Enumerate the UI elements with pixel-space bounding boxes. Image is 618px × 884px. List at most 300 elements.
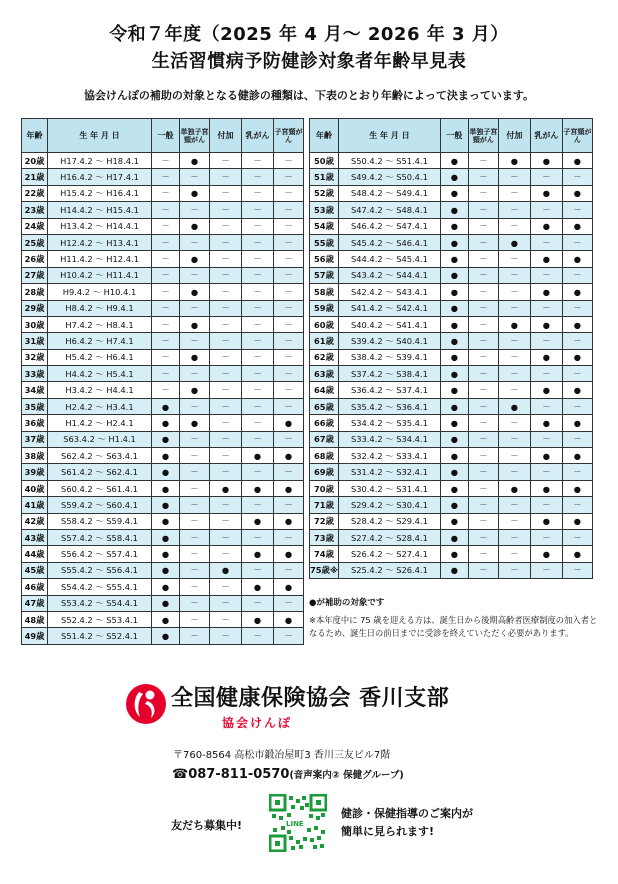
eligibility-cell: － bbox=[562, 267, 592, 283]
eligibility-cell: － bbox=[152, 284, 180, 300]
eligibility-cell: － bbox=[242, 169, 274, 185]
table-row bbox=[22, 300, 304, 316]
birthdate-cell: H8.4.2 ～ H9.4.1 bbox=[48, 300, 152, 316]
eligibility-cell: － bbox=[152, 267, 180, 283]
birthdate-cell: S28.4.2 ～ S29.4.1 bbox=[338, 513, 440, 529]
eligibility-cell: － bbox=[210, 251, 242, 267]
eligibility-cell: ● bbox=[530, 284, 562, 300]
table-row bbox=[22, 611, 304, 627]
age-cell: 60歳 bbox=[310, 316, 339, 332]
age-cell: 33歳 bbox=[22, 366, 48, 382]
eligibility-cell: － bbox=[468, 300, 498, 316]
age-cell: 68歳 bbox=[310, 448, 339, 464]
eligibility-cell: － bbox=[498, 251, 530, 267]
eligibility-cell: ● bbox=[562, 415, 592, 431]
eligibility-cell: － bbox=[468, 333, 498, 349]
eligibility-cell: ● bbox=[440, 513, 468, 529]
eligibility-cell: ● bbox=[498, 480, 530, 496]
birthdate-cell: S26.4.2 ～ S27.4.1 bbox=[338, 546, 440, 562]
page-title: 令和７年度（2025 年 4 月～ 2026 年 3 月） bbox=[109, 24, 509, 45]
eligibility-cell: － bbox=[210, 529, 242, 545]
table-row bbox=[310, 448, 593, 464]
eligibility-cell: － bbox=[274, 366, 304, 382]
eligibility-cell: ● bbox=[440, 529, 468, 545]
eligibility-cell: ● bbox=[440, 169, 468, 185]
eligibility-cell: － bbox=[152, 234, 180, 250]
age-cell: 51歳 bbox=[310, 169, 339, 185]
eligibility-cell: ● bbox=[242, 611, 274, 627]
eligibility-cell: － bbox=[468, 382, 498, 398]
column-header: 一般 bbox=[152, 119, 180, 153]
eligibility-cell: ● bbox=[274, 415, 304, 431]
eligibility-cell: ● bbox=[152, 415, 180, 431]
org-name: 全国健康保険協会 香川支部 bbox=[171, 686, 450, 711]
eligibility-cell: － bbox=[210, 448, 242, 464]
birthdate-cell: S42.4.2 ～ S43.4.1 bbox=[338, 284, 440, 300]
eligibility-cell: ● bbox=[562, 513, 592, 529]
eligibility-cell: － bbox=[468, 349, 498, 365]
birthdate-cell: H12.4.2 ～ H13.4.1 bbox=[48, 234, 152, 250]
table-row bbox=[310, 284, 593, 300]
eligibility-cell: ● bbox=[530, 546, 562, 562]
eligibility-cell: － bbox=[242, 497, 274, 513]
birthdate-cell: H14.4.2 ～ H15.4.1 bbox=[48, 202, 152, 218]
eligibility-cell: ● bbox=[180, 316, 210, 332]
birthdate-cell: S44.4.2 ～ S45.4.1 bbox=[338, 251, 440, 267]
eligibility-cell: － bbox=[498, 333, 530, 349]
age-cell: 53歳 bbox=[310, 202, 339, 218]
eligibility-cell: － bbox=[530, 464, 562, 480]
eligibility-cell: － bbox=[468, 316, 498, 332]
column-header: 乳がん bbox=[530, 119, 562, 153]
age-cell: 25歳 bbox=[22, 234, 48, 250]
eligibility-cell: － bbox=[562, 234, 592, 250]
birthdate-cell: H1.4.2 ～ H2.4.1 bbox=[48, 415, 152, 431]
eligibility-cell: － bbox=[152, 300, 180, 316]
guide-text bbox=[341, 805, 473, 841]
eligibility-cell: ● bbox=[152, 448, 180, 464]
birthdate-cell: S54.4.2 ～ S55.4.1 bbox=[48, 579, 152, 595]
org-address: 〒760-8564 高松市鍛冶屋町3 香川三友ビル7階 bbox=[173, 750, 391, 761]
eligibility-cell: ● bbox=[152, 562, 180, 578]
table-row bbox=[22, 431, 304, 447]
age-cell: 35歳 bbox=[22, 398, 48, 414]
eligibility-cell: ● bbox=[440, 202, 468, 218]
birthdate-cell: S56.4.2 ～ S57.4.1 bbox=[48, 546, 152, 562]
eligibility-cell: ● bbox=[180, 251, 210, 267]
eligibility-cell: － bbox=[562, 562, 592, 578]
table-row bbox=[310, 333, 593, 349]
column-header: 単独子宮頸がん bbox=[468, 119, 498, 153]
eligibility-cell: ● bbox=[440, 464, 468, 480]
age-cell: 54歳 bbox=[310, 218, 339, 234]
eligibility-cell: － bbox=[562, 431, 592, 447]
age-cell: 39歳 bbox=[22, 464, 48, 480]
eligibility-cell: ● bbox=[152, 431, 180, 447]
eligibility-cell: － bbox=[242, 366, 274, 382]
eligibility-cell: ● bbox=[530, 218, 562, 234]
eligibility-cell: ● bbox=[152, 628, 180, 644]
eligibility-cell: － bbox=[242, 333, 274, 349]
age-cell: 71歳 bbox=[310, 497, 339, 513]
eligibility-cell: ● bbox=[180, 185, 210, 201]
eligibility-cell: － bbox=[530, 300, 562, 316]
table-row bbox=[22, 464, 304, 480]
table-row bbox=[22, 415, 304, 431]
table-row bbox=[310, 153, 593, 169]
age-cell: 43歳 bbox=[22, 529, 48, 545]
eligibility-cell: ● bbox=[242, 546, 274, 562]
eligibility-cell: － bbox=[180, 234, 210, 250]
eligibility-cell: － bbox=[242, 218, 274, 234]
eligibility-cell: － bbox=[242, 628, 274, 644]
eligibility-cell: － bbox=[180, 448, 210, 464]
eligibility-cell: － bbox=[242, 267, 274, 283]
age-cell: 65歳 bbox=[310, 398, 339, 414]
eligibility-cell: ● bbox=[440, 300, 468, 316]
eligibility-cell: － bbox=[180, 628, 210, 644]
eligibility-cell: － bbox=[274, 169, 304, 185]
table-row bbox=[310, 382, 593, 398]
kyokai-logo-icon bbox=[125, 683, 167, 725]
eligibility-cell: － bbox=[274, 234, 304, 250]
birthdate-cell: S61.4.2 ～ S62.4.1 bbox=[48, 464, 152, 480]
eligibility-cell: － bbox=[562, 366, 592, 382]
age-cell: 50歳 bbox=[310, 153, 339, 169]
birthdate-cell: S25.4.2 ～ S26.4.1 bbox=[338, 562, 440, 578]
page-subtitle: 生活習慣病予防健診対象者年齢早見表 bbox=[151, 51, 467, 72]
eligibility-cell: － bbox=[180, 546, 210, 562]
eligibility-cell: － bbox=[210, 169, 242, 185]
eligibility-cell: － bbox=[530, 333, 562, 349]
eligibility-cell: ● bbox=[274, 480, 304, 496]
table-header-row bbox=[22, 119, 304, 153]
eligibility-cell: ● bbox=[498, 234, 530, 250]
column-header: 年齢 bbox=[310, 119, 339, 153]
eligibility-cell: － bbox=[210, 333, 242, 349]
age-cell: 48歳 bbox=[22, 611, 48, 627]
eligibility-cell: ● bbox=[180, 218, 210, 234]
eligibility-cell: ● bbox=[180, 382, 210, 398]
age-cell: 30歳 bbox=[22, 316, 48, 332]
age-cell: 66歳 bbox=[310, 415, 339, 431]
birthdate-cell: S45.4.2 ～ S46.4.1 bbox=[338, 234, 440, 250]
birthdate-cell: H5.4.2 ～ H6.4.1 bbox=[48, 349, 152, 365]
age-cell: 62歳 bbox=[310, 349, 339, 365]
table-row bbox=[310, 431, 593, 447]
eligibility-cell: － bbox=[210, 300, 242, 316]
eligibility-cell: － bbox=[210, 415, 242, 431]
eligibility-cell: － bbox=[498, 382, 530, 398]
table-row bbox=[22, 185, 304, 201]
age-cell: 40歳 bbox=[22, 480, 48, 496]
eligibility-cell: ● bbox=[152, 529, 180, 545]
birthdate-cell: H9.4.2 ～ H10.4.1 bbox=[48, 284, 152, 300]
phone-note: (音声案内② 保健グループ) bbox=[289, 770, 404, 781]
eligibility-cell: ● bbox=[440, 398, 468, 414]
age-cell: 47歳 bbox=[22, 595, 48, 611]
eligibility-cell: － bbox=[210, 398, 242, 414]
eligibility-cell: － bbox=[562, 529, 592, 545]
age-cell: 32歳 bbox=[22, 349, 48, 365]
age-cell: 38歳 bbox=[22, 448, 48, 464]
birthdate-cell: S52.4.2 ～ S53.4.1 bbox=[48, 611, 152, 627]
eligibility-cell: ● bbox=[242, 480, 274, 496]
eligibility-cell: － bbox=[468, 251, 498, 267]
table-row bbox=[22, 366, 304, 382]
table-row bbox=[310, 234, 593, 250]
birthdate-cell: H7.4.2 ～ H8.4.1 bbox=[48, 316, 152, 332]
eligibility-cell: － bbox=[274, 316, 304, 332]
eligibility-cell: ● bbox=[152, 497, 180, 513]
eligibility-cell: － bbox=[242, 153, 274, 169]
eligibility-cell: ● bbox=[152, 595, 180, 611]
eligibility-cell: ● bbox=[440, 546, 468, 562]
table-row bbox=[310, 529, 593, 545]
table-row bbox=[22, 153, 304, 169]
eligibility-cell: － bbox=[274, 529, 304, 545]
age-cell: 29歳 bbox=[22, 300, 48, 316]
eligibility-cell: － bbox=[152, 153, 180, 169]
eligibility-cell: － bbox=[562, 300, 592, 316]
eligibility-cell: － bbox=[498, 202, 530, 218]
age-cell: 56歳 bbox=[310, 251, 339, 267]
age-cell: 46歳 bbox=[22, 579, 48, 595]
age-cell: 42歳 bbox=[22, 513, 48, 529]
eligibility-cell: － bbox=[152, 366, 180, 382]
table-row bbox=[22, 316, 304, 332]
table-row bbox=[310, 480, 593, 496]
eligibility-cell: － bbox=[210, 382, 242, 398]
birthdate-cell: S50.4.2 ～ S51.4.1 bbox=[338, 153, 440, 169]
eligibility-cell: － bbox=[498, 284, 530, 300]
eligibility-cell: － bbox=[530, 497, 562, 513]
eligibility-cell: － bbox=[498, 497, 530, 513]
eligibility-cell: － bbox=[274, 300, 304, 316]
birthdate-cell: H16.4.2 ～ H17.4.1 bbox=[48, 169, 152, 185]
eligibility-cell: － bbox=[498, 513, 530, 529]
eligibility-cell: ● bbox=[440, 562, 468, 578]
column-header: 単独子宮頸がん bbox=[180, 119, 210, 153]
column-header: 付加 bbox=[498, 119, 530, 153]
org-phone bbox=[172, 767, 404, 782]
age-cell: 27歳 bbox=[22, 267, 48, 283]
eligibility-cell: ● bbox=[210, 562, 242, 578]
eligibility-cell: － bbox=[152, 185, 180, 201]
table-row bbox=[310, 202, 593, 218]
eligibility-cell: － bbox=[530, 366, 562, 382]
eligibility-cell: － bbox=[152, 202, 180, 218]
column-header: 生 年 月 日 bbox=[48, 119, 152, 153]
eligibility-cell: － bbox=[468, 431, 498, 447]
eligibility-cell: － bbox=[498, 448, 530, 464]
eligibility-cell: － bbox=[242, 185, 274, 201]
eligibility-cell: ● bbox=[440, 234, 468, 250]
age-cell: 61歳 bbox=[310, 333, 339, 349]
birthdate-cell: S37.4.2 ～ S38.4.1 bbox=[338, 366, 440, 382]
eligibility-cell: － bbox=[274, 382, 304, 398]
eligibility-cell: － bbox=[242, 398, 274, 414]
friend-recruit-text: 友だち募集中! bbox=[171, 819, 243, 832]
birthdate-cell: H10.4.2 ～ H11.4.1 bbox=[48, 267, 152, 283]
eligibility-cell: － bbox=[498, 415, 530, 431]
eligibility-cell: ● bbox=[440, 448, 468, 464]
column-header: 子宮頸がん bbox=[274, 119, 304, 153]
eligibility-cell: － bbox=[274, 218, 304, 234]
eligibility-cell: － bbox=[180, 562, 210, 578]
eligibility-cell: － bbox=[498, 529, 530, 545]
age-cell: 45歳 bbox=[22, 562, 48, 578]
age-table-right bbox=[309, 118, 593, 579]
eligibility-cell: ● bbox=[210, 480, 242, 496]
eligibility-cell: － bbox=[242, 562, 274, 578]
eligibility-cell: － bbox=[180, 169, 210, 185]
eligibility-cell: － bbox=[498, 546, 530, 562]
eligibility-cell: ● bbox=[530, 382, 562, 398]
eligibility-cell: － bbox=[180, 464, 210, 480]
birthdate-cell: S33.4.2 ～ S34.4.1 bbox=[338, 431, 440, 447]
eligibility-cell: ● bbox=[530, 448, 562, 464]
age-cell: 58歳 bbox=[310, 284, 339, 300]
eligibility-cell: － bbox=[498, 349, 530, 365]
eligibility-cell: － bbox=[274, 284, 304, 300]
eligibility-cell: － bbox=[152, 251, 180, 267]
birthdate-cell: S46.4.2 ～ S47.4.1 bbox=[338, 218, 440, 234]
eligibility-cell: － bbox=[468, 202, 498, 218]
eligibility-cell: ● bbox=[530, 349, 562, 365]
table-row bbox=[310, 300, 593, 316]
birthdate-cell: S47.4.2 ～ S48.4.1 bbox=[338, 202, 440, 218]
eligibility-cell: － bbox=[242, 316, 274, 332]
eligibility-cell: － bbox=[210, 185, 242, 201]
age-cell: 49歳 bbox=[22, 628, 48, 644]
eligibility-cell: ● bbox=[152, 579, 180, 595]
eligibility-cell: ● bbox=[152, 546, 180, 562]
table-row bbox=[310, 513, 593, 529]
eligibility-cell: ● bbox=[440, 251, 468, 267]
eligibility-cell: ● bbox=[498, 153, 530, 169]
eligibility-cell: － bbox=[210, 202, 242, 218]
eligibility-cell: ● bbox=[274, 546, 304, 562]
eligibility-cell: ● bbox=[440, 185, 468, 201]
birthdate-cell: H4.4.2 ～ H5.4.1 bbox=[48, 366, 152, 382]
eligibility-cell: － bbox=[530, 234, 562, 250]
birthdate-cell: S49.4.2 ～ S50.4.1 bbox=[338, 169, 440, 185]
age-cell: 37歳 bbox=[22, 431, 48, 447]
table-row bbox=[22, 234, 304, 250]
birthdate-cell: S38.4.2 ～ S39.4.1 bbox=[338, 349, 440, 365]
eligibility-cell: － bbox=[274, 562, 304, 578]
eligibility-cell: ● bbox=[180, 284, 210, 300]
eligibility-cell: － bbox=[180, 497, 210, 513]
eligibility-cell: － bbox=[210, 234, 242, 250]
age-cell: 57歳 bbox=[310, 267, 339, 283]
eligibility-cell: ● bbox=[440, 480, 468, 496]
birthdate-cell: S60.4.2 ～ S61.4.1 bbox=[48, 480, 152, 496]
eligibility-cell: － bbox=[498, 169, 530, 185]
table-row bbox=[22, 333, 304, 349]
eligibility-cell: － bbox=[498, 431, 530, 447]
eligibility-cell: － bbox=[530, 562, 562, 578]
table-row bbox=[22, 251, 304, 267]
eligibility-cell: ● bbox=[152, 464, 180, 480]
eligibility-cell: － bbox=[274, 398, 304, 414]
eligibility-cell: － bbox=[468, 267, 498, 283]
eligibility-cell: － bbox=[242, 529, 274, 545]
eligibility-cell: － bbox=[468, 546, 498, 562]
guide-line-2: 簡単に見られます! bbox=[341, 825, 435, 838]
eligibility-cell: － bbox=[242, 300, 274, 316]
eligibility-cell: ● bbox=[562, 153, 592, 169]
table-row bbox=[310, 366, 593, 382]
age-cell: 73歳 bbox=[310, 529, 339, 545]
table-row bbox=[310, 349, 593, 365]
eligibility-cell: ● bbox=[530, 316, 562, 332]
eligibility-cell: － bbox=[498, 464, 530, 480]
eligibility-cell: ● bbox=[562, 448, 592, 464]
eligibility-cell: ● bbox=[274, 611, 304, 627]
eligibility-cell: － bbox=[180, 579, 210, 595]
eligibility-cell: ● bbox=[242, 579, 274, 595]
table-row bbox=[22, 398, 304, 414]
eligibility-cell: － bbox=[468, 153, 498, 169]
eligibility-cell: － bbox=[180, 513, 210, 529]
eligibility-cell: ● bbox=[152, 398, 180, 414]
age-cell: 26歳 bbox=[22, 251, 48, 267]
age-cell: 31歳 bbox=[22, 333, 48, 349]
eligibility-cell: － bbox=[242, 382, 274, 398]
eligibility-cell: － bbox=[468, 398, 498, 414]
eligibility-cell: ● bbox=[562, 480, 592, 496]
age-table-left bbox=[21, 118, 304, 645]
eligibility-cell: － bbox=[468, 448, 498, 464]
age-cell: 41歳 bbox=[22, 497, 48, 513]
org-subname: 協会けんぽ bbox=[222, 716, 293, 730]
table-row bbox=[22, 497, 304, 513]
table-row bbox=[22, 382, 304, 398]
eligibility-cell: － bbox=[242, 349, 274, 365]
age-cell: 59歳 bbox=[310, 300, 339, 316]
eligibility-cell: － bbox=[180, 366, 210, 382]
eligibility-cell: － bbox=[180, 611, 210, 627]
table-row bbox=[310, 251, 593, 267]
birthdate-cell: S41.4.2 ～ S42.4.1 bbox=[338, 300, 440, 316]
eligibility-cell: － bbox=[180, 595, 210, 611]
eligibility-cell: － bbox=[498, 366, 530, 382]
eligibility-cell: － bbox=[180, 202, 210, 218]
eligibility-cell: － bbox=[498, 300, 530, 316]
eligibility-cell: ● bbox=[498, 316, 530, 332]
eligibility-cell: － bbox=[274, 267, 304, 283]
eligibility-cell: － bbox=[210, 267, 242, 283]
eligibility-cell: － bbox=[530, 431, 562, 447]
eligibility-cell: － bbox=[152, 333, 180, 349]
eligibility-cell: － bbox=[468, 218, 498, 234]
age-cell: 36歳 bbox=[22, 415, 48, 431]
age-cell: 20歳 bbox=[22, 153, 48, 169]
age-cell: 55歳 bbox=[310, 234, 339, 250]
table-row bbox=[310, 398, 593, 414]
eligibility-cell: ● bbox=[152, 513, 180, 529]
table-row bbox=[22, 169, 304, 185]
age-cell: 24歳 bbox=[22, 218, 48, 234]
eligibility-cell: ● bbox=[440, 349, 468, 365]
age-cell: 72歳 bbox=[310, 513, 339, 529]
eligibility-cell: － bbox=[242, 284, 274, 300]
eligibility-cell: ● bbox=[274, 513, 304, 529]
age-cell: 22歳 bbox=[22, 185, 48, 201]
birthdate-cell: H2.4.2 ～ H3.4.1 bbox=[48, 398, 152, 414]
